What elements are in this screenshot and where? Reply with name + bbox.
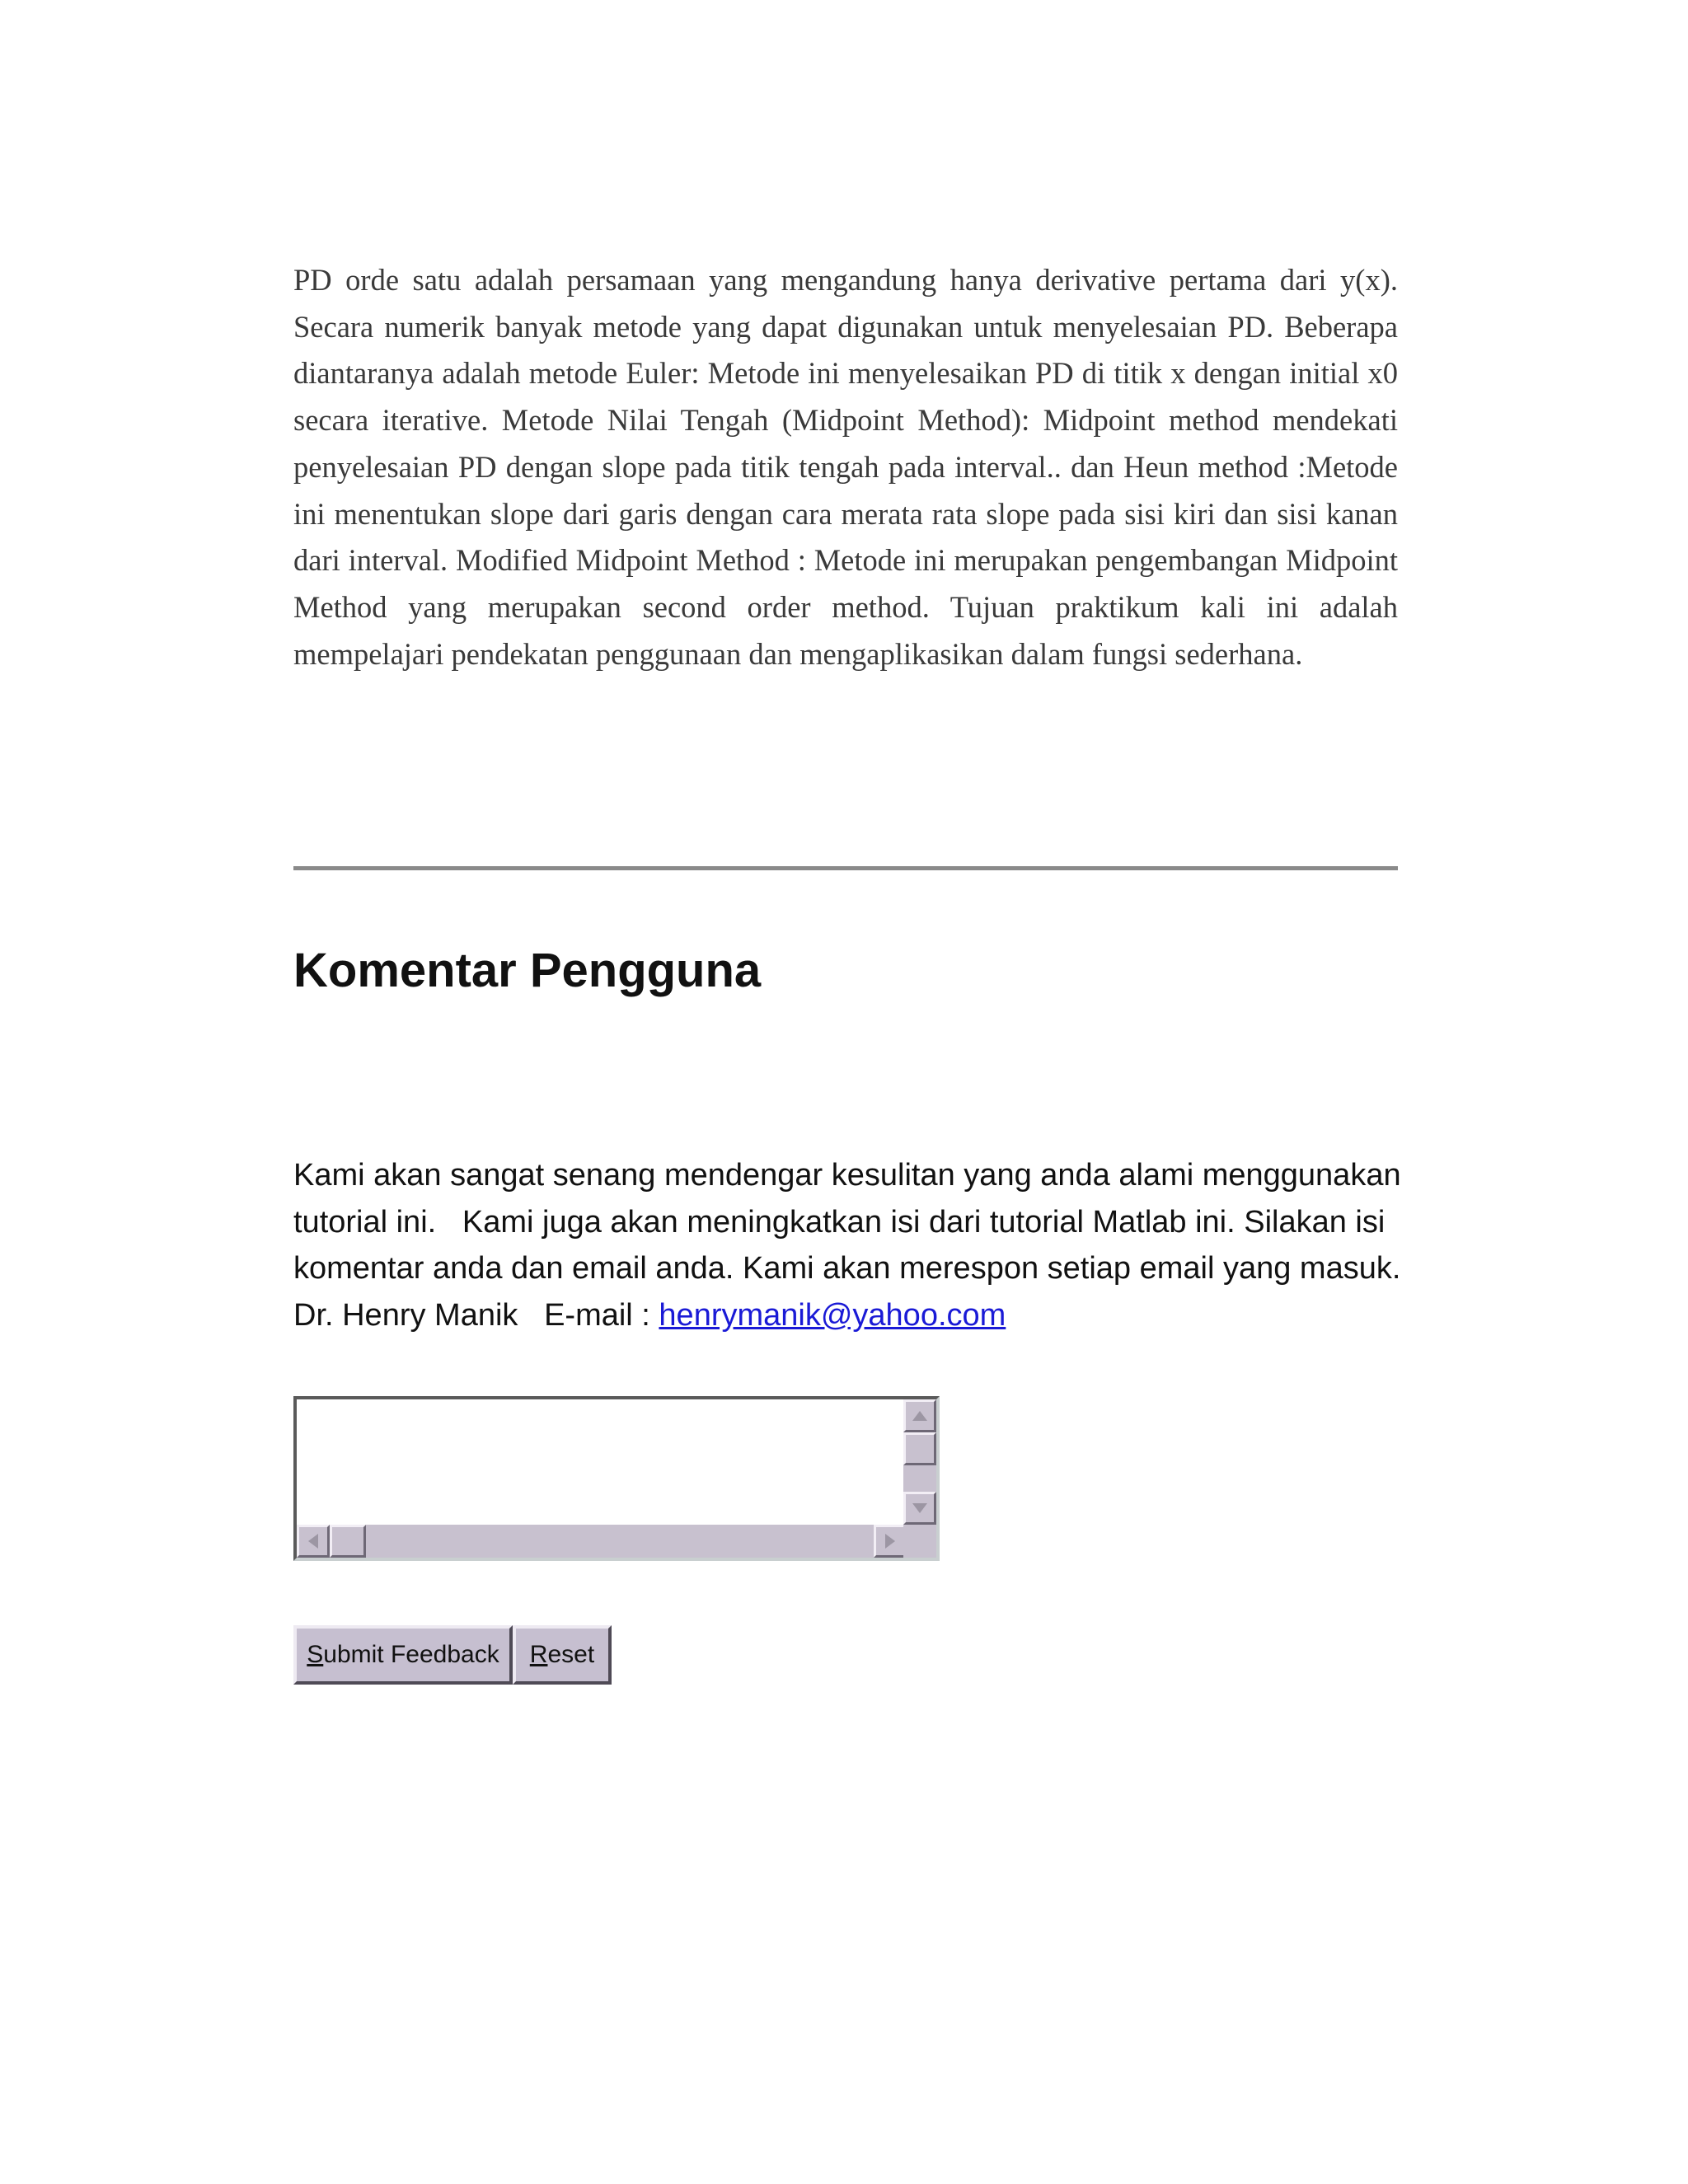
scroll-right-button[interactable] xyxy=(874,1525,907,1558)
reset-button[interactable] xyxy=(513,1625,612,1685)
arrow-right-icon xyxy=(885,1534,895,1549)
arrow-left-icon xyxy=(308,1534,318,1549)
scroll-down-button[interactable] xyxy=(903,1492,936,1525)
email-link[interactable]: henrymanik@yahoo.com xyxy=(659,1298,1006,1333)
feedback-text: Kami akan sangat senang mendengar kesulitan yang anda alami menggunakan tutorial ini. Kami juga akan meningkatkan isi dari tutorial Matlab ini. Silakan isi komentar anda dan email anda. Kami akan merespon setiap email yang masuk. Dr. Henry Manik E-mail : xyxy=(293,1158,1410,1333)
intro-paragraph: PD orde satu adalah persamaan yang mengandung hanya derivative pertama dari y(x). Secara numerik banyak metode yang dapat digunakan untuk menyelesaian PD. Beberapa diantaranya adalah metode Euler: Metode ini menyelesaikan PD di titik x dengan initial x0 secara iterative. Metode Nilai Tengah (Midpoint Method): Midpoint method mendekati penyelesaian PD dengan slope pada titik tengah pada interval.. dan Heun method :Metode ini menentukan slope dari garis dengan cara merata rata slope pada sisi kiri dan sisi kanan dari interval. Modified Midpoint Method : Metode ini merupakan pengembangan Midpoint Method yang merupakan second order method. Tujuan praktikum kali ini adalah mempelajari pendekatan penggunaan dan mengaplikasikan dalam fungsi sederhana. xyxy=(293,263,1398,671)
scrollbar-corner xyxy=(903,1525,936,1558)
horizontal-rule xyxy=(293,866,1398,870)
arrow-up-icon xyxy=(912,1411,927,1421)
feedback-paragraph xyxy=(293,1152,1410,1339)
feedback-textarea[interactable] xyxy=(293,1396,940,1561)
textarea-input-area[interactable] xyxy=(297,1399,907,1525)
scroll-left-button[interactable] xyxy=(297,1525,330,1558)
submit-mnemonic: S xyxy=(307,1641,324,1668)
reset-mnemonic: R xyxy=(529,1641,548,1668)
horizontal-scroll-thumb[interactable] xyxy=(330,1525,366,1558)
arrow-down-icon xyxy=(912,1503,927,1513)
submit-label: ubmit Feedback xyxy=(323,1641,499,1668)
vertical-scroll-thumb[interactable] xyxy=(903,1432,936,1465)
reset-label: eset xyxy=(547,1641,595,1668)
scroll-up-button[interactable] xyxy=(903,1399,936,1432)
comments-heading: Komentar Pengguna xyxy=(293,944,762,997)
submit-feedback-button[interactable] xyxy=(293,1625,513,1685)
horizontal-scrollbar[interactable] xyxy=(297,1525,907,1558)
vertical-scrollbar[interactable] xyxy=(903,1399,936,1525)
